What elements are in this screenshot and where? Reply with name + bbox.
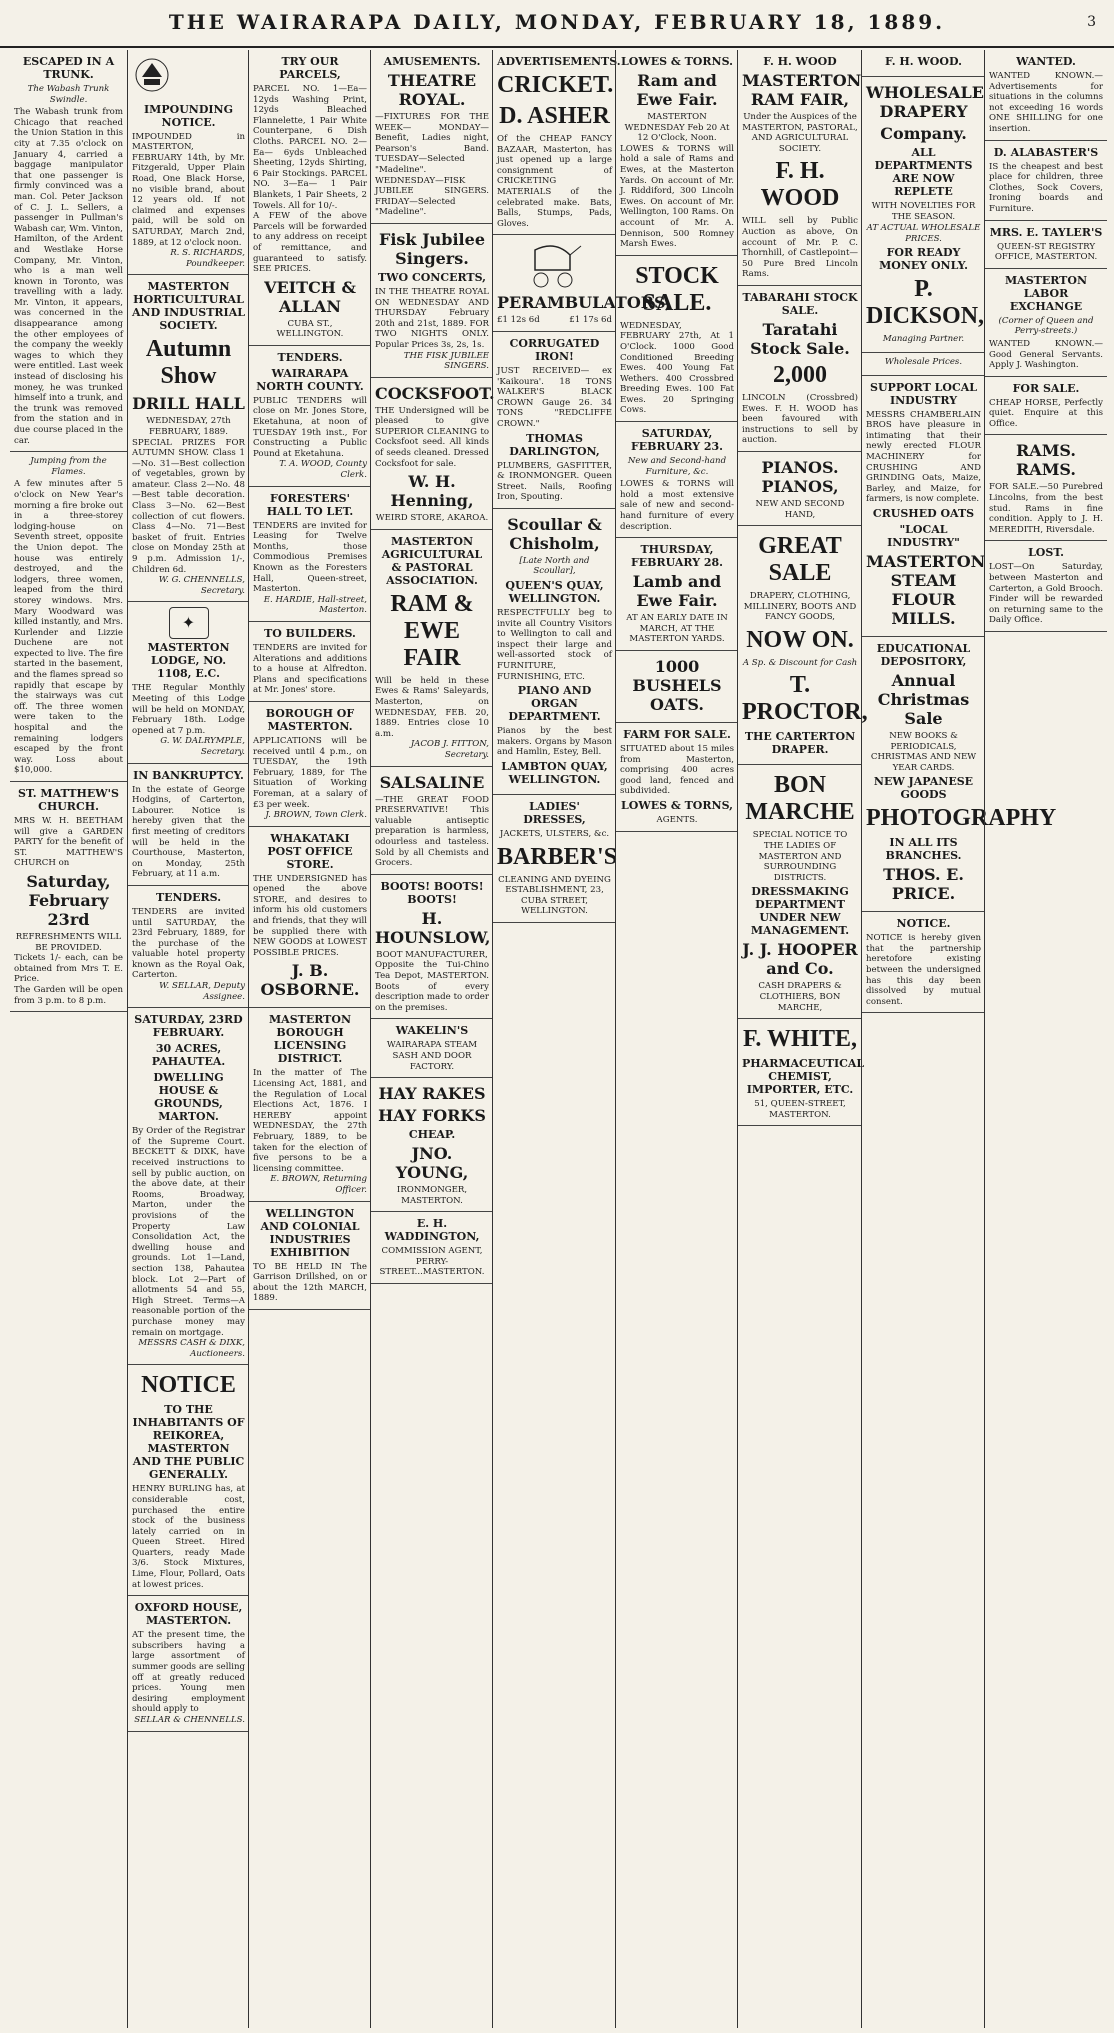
ad-body: LINCOLN (Crossbred) Ewes. F. H. WOOD has been favoured with instructions to sell by auction. xyxy=(742,392,858,446)
column-9 xyxy=(984,50,1107,2028)
ad-subhead: Under the Auspices of the MASTERTON, PASTORAL, AND AGRICULTURAL SOCIETY. xyxy=(742,112,858,154)
ad-firm: W. H. Henning, xyxy=(390,472,474,511)
ad-body: WEDNESDAY, FEBRUARY 27th, At 1 O'Clock. 1000 Good Conditioned Breeding Ewes. 400 Young Fat Wethers. 400 Crossbred Breeding Ewes. 100 Fat Ewes. 20 Springing Cows. xyxy=(620,320,734,416)
ad-venue: DRILL HALL xyxy=(132,394,245,414)
tender-body: TENDERS are invited for Alterations and additions to a house at Alfredton. Plans and specifications at Mr. Jones' store. xyxy=(253,642,367,696)
ad-title: New and Second-hand Furniture, &c. xyxy=(627,456,727,477)
notice-headline: MASTERTON BOROUGH LICENSING DISTRICT. xyxy=(269,1013,351,1066)
ad-title: 1000 BUSHELS OATS. xyxy=(632,657,722,714)
partnership-notice xyxy=(862,912,985,1013)
ad-title: HAY RAKES xyxy=(378,1084,486,1104)
ad-firm: VEITCH & ALLAN xyxy=(264,277,356,316)
ad-body: FOR SALE.—50 Purebred Lincolns, from the best stud. Rams in fine condition. Apply to J. H. MEREDITH, Riversdale. xyxy=(989,482,1103,535)
ad-headline: OXFORD HOUSE, MASTERTON. xyxy=(134,1601,243,1628)
ad-body: Of the CHEAP FANCY BAZAAR, Masterton, has just opened up a large consignment of CRICKETING MATERIALS of the celebrated make. Bats, Balls, Stumps, Pads, Gloves. xyxy=(497,134,612,229)
tenders-section xyxy=(249,346,371,487)
ad-signature: THE FISK JUBILEE SINGERS. xyxy=(403,350,489,372)
notice-headline: NOTICE xyxy=(141,1372,236,1399)
newspaper-title: THE WAIRARAPA DAILY, MONDAY, FEBRUARY 18, 1889. xyxy=(168,10,946,34)
ad-title: LADIES' DRESSES, xyxy=(523,800,586,826)
ad-date: Saturday, February 23rd xyxy=(26,871,111,929)
ad-subhead: AGENTS. xyxy=(656,814,698,825)
ad-title: Wholesale Prices. xyxy=(884,356,963,367)
section-headline: ADVERTISEMENTS. xyxy=(497,55,621,68)
perambulator-icon xyxy=(525,240,585,290)
notice-headline: IMPOUNDING NOTICE. xyxy=(144,102,233,129)
ad-tickets: Tickets 1/- each, can be obtained from Mrs T. E. Price. xyxy=(14,953,123,985)
notice-subhead: TO THE INHABITANTS OF REIKOREA, MASTERTON AND THE PUBLIC GENERALLY. xyxy=(132,1403,245,1482)
boots-ad xyxy=(371,875,493,1020)
exhibition-ad xyxy=(249,1202,371,1310)
ad-body: LOWES & TORNS will hold a most extensive sale of new and second-hand furniture of every description. xyxy=(620,479,734,532)
column-5 xyxy=(492,50,671,2028)
lowes-ram-fair xyxy=(616,50,738,256)
ad-body: LOWES & TORNS will hold a sale of Rams and Ewes, at the Masterton Yards. On account of Mr. J. Riddiford, 300 Lincoln Ewes. On account of Mr. Wellington, 100 Rams. On account of Mr. A. Dennison, 500 Romney Marsh Ewes. xyxy=(620,143,734,250)
ad-subhead: QUEEN-ST REGISTRY OFFICE, MASTERTON. xyxy=(994,241,1098,263)
sale-body: By Order of the Registrar of the Supreme Court. BECKETT & DIXK, have received instructions to sell by public auction, on the above date, at their Rooms, Broadway, Marton, under the provisions of the Property Law Consolidation Act, the dwelling house and grounds. Lot 1—Land, section 138, Pahautea block. Lot 2—Part of allotments 54 and 55, High Street. Terms—A reasonable portion of the purchase money may remain on mortgage. xyxy=(132,1126,245,1338)
article-body: A few minutes after 5 o'clock on New Year's morning a fire broke out in a three-storey lodging-house on Seventh street, opposite the Union depot. The house was entirely destroyed, and the lodgers, three women, leaped from the third storey windows. Mrs. Mary Woodward was killed instantly, and Mrs. Kurlender and Lizzie Duchene are not expected to live. The fire started in the basement, and the flames spread so rapidly that escape by the stairways was cut off. The three women were taken to the hospital and the remaining lodgers escaped by the front way. Loss about $10,000. xyxy=(14,479,123,776)
ad-subhead: NEW JAPANESE GOODS xyxy=(873,775,974,802)
lost-ad xyxy=(985,541,1107,632)
fisk-singers-ad xyxy=(371,224,493,378)
ad-body: WILL sell by Public Auction as above, On account of Mr. P. C. Thornhill, of Castlepoint—50 Pure Bred Lincoln Rams. xyxy=(742,216,858,280)
ad-subhead: THE CARTERTON DRAPER. xyxy=(744,730,856,757)
salsaline-ad xyxy=(371,767,493,875)
ad-title: BON MARCHE xyxy=(745,772,855,826)
ad-firm: F. H. WOOD xyxy=(760,158,840,212)
notice-body: HENRY BURLING has, at considerable cost, purchased the entire stock of the business lately carried on in Queen Street. Hired Quarters, ready Made 3/6. Stock Mixtures, Lime, Flour, Pollard, Oats at lowest prices. xyxy=(132,1484,245,1590)
wanted-body: WANTED KNOWN.—Advertisements for situations in the columns not exceeding 16 words ONE SHILLING for one insertion. xyxy=(989,71,1103,134)
section-headline: TENDERS. xyxy=(277,350,343,364)
ad-title: PERAMBULATORS, xyxy=(497,293,671,313)
article-subhead: The Wabash Trunk Swindle. xyxy=(27,84,110,105)
sale-date: THURSDAY, FEBRUARY 28. xyxy=(630,543,724,570)
ad-note: AT ACTUAL WHOLESALE PRICES. xyxy=(866,223,981,244)
ad-title: FOR SALE. xyxy=(1012,381,1080,395)
alabaster-ad xyxy=(985,141,1107,221)
ad-title: GREAT SALE xyxy=(758,533,842,587)
ad-subhead: PHARMACEUTICAL CHEMIST, IMPORTER, ETC. xyxy=(742,1057,865,1097)
column-6 xyxy=(615,50,738,2028)
ad-body: CHEAP HORSE, Perfectly quiet. Enquire at this Office. xyxy=(989,397,1103,429)
article-headline: Jumping from the Flames. xyxy=(30,456,107,477)
ad-title: CORRUGATED IRON! xyxy=(509,336,600,363)
ad-signature: E. HARDIE, Hall-street, Masterton. xyxy=(263,594,367,616)
white-chemist-ad xyxy=(738,1019,865,1126)
ad-subhead: JACKETS, ULSTERS, &c. xyxy=(499,829,610,839)
ad-count: 2,000 xyxy=(773,361,827,388)
trunk-article xyxy=(10,50,127,452)
ad-headline: TABARAHI STOCK SALE. xyxy=(742,290,858,317)
ad-body: LOST—On Saturday, between Masterton and Carterton, a Gold Brooch. Finder will be rewarded on returning same to the Daily Office. xyxy=(989,562,1103,626)
column-2 xyxy=(127,50,249,2028)
tender-signature: W. SELLAR, Deputy Assignee. xyxy=(159,981,245,1002)
ad-body: JUST RECEIVED— ex 'Kaikoura'. 18 TONS WALKER'S BLACK CROWN Gauge 26. 34 TONS "REDCLIFFE CROWN." xyxy=(497,365,612,429)
barber-ad xyxy=(493,795,616,923)
ad-subhead: CRUSHED OATS xyxy=(872,506,975,520)
ad-firm: J. J. HOOPER and Co. xyxy=(742,940,858,979)
ad-date: WEDNESDAY, 27th FEBRUARY, 1889. xyxy=(146,416,231,437)
ad-title: Fisk Jubilee Singers. xyxy=(378,229,485,268)
tender-headline: TO BUILDERS. xyxy=(264,626,356,640)
ad-subhead: [Late North and Scoullar], xyxy=(519,555,590,577)
wholesale-prices-ad xyxy=(862,353,985,376)
ad-body: WANTED KNOWN.—Good General Servants. Apply J. Washington. xyxy=(989,338,1103,371)
taratahi-sale xyxy=(738,286,862,452)
ad-headline: BOOTS! BOOTS! BOOTS! xyxy=(380,879,484,906)
price-high: £1 17s 6d xyxy=(569,315,612,326)
ad-body: NEW BOOKS & PERIODICALS, CHRISTMAS AND NEW YEAR CARDS. xyxy=(870,730,977,773)
ad-firm: BARBER'S xyxy=(497,843,618,870)
sale-headline: DWELLING HOUSE & GROUNDS, MARTON. xyxy=(153,1071,224,1124)
hotel-tender xyxy=(128,886,249,1008)
ad-firm: P. DICKSON, xyxy=(866,276,985,330)
licensing-notice xyxy=(249,1008,371,1201)
ad-signature: W. G. CHENNELLS, Secretary. xyxy=(158,575,245,596)
ad-address: PERRY-STREET...MASTERTON. xyxy=(379,1256,485,1278)
wood-header xyxy=(862,50,985,77)
ad-title: WHOLESALE DRAPERY xyxy=(866,83,984,121)
ad-subhead: BOOT MANUFACTURER, xyxy=(376,949,488,960)
hay-rakes-ad xyxy=(371,1078,493,1212)
for-sale-ad xyxy=(985,377,1107,436)
ad-body: PARCEL NO. 1—Ea— 12yds Washing Print, 12yds Bleached Flannelette, 1 Pair White Counterpane, 6 Dish Cloths. PARCEL NO. 2—Ea— 6yds Unbleached Sheeting, 12yds Shirting, 6 Pair Stockings. PARCEL NO. 3—Ea— 1 Pair Blankets, 1 Pair Sheets, 2 Towels. All for 10/-. xyxy=(253,84,367,211)
columns xyxy=(10,50,1106,2028)
ad-title: Annual Christmas Sale xyxy=(877,670,970,728)
section-headline: AMUSEMENTS. xyxy=(383,55,481,68)
ad-body: TENDERS are invited for Leasing for Twelve Months, those Commodious Premises Known as the Foresters Hall, Queen-street, Masterton. xyxy=(253,520,367,595)
notice-headline: IN BANKRUPTCY. xyxy=(133,768,244,782)
ram-fair-ad xyxy=(371,530,493,767)
ad-body: MESSRS CHAMBERLAIN BROS have pleasure in intimating that their newly erected FLOUR MACHINERY for CRUSHING AND GRINDING Oats, Maize, Barley, and Maize, for farmers, is now complete. xyxy=(866,409,981,505)
ad-body: SPECIAL NOTICE TO THE LADIES OF MASTERTON AND SURROUNDING DISTRICTS. xyxy=(752,830,848,883)
ad-body: IS the cheapest and best place for children, three Clothes, Sock Covers, Ironing boards and Furniture. xyxy=(989,161,1103,214)
wholesale-drapery-ad xyxy=(862,77,985,353)
ad-title-2: HAY FORKS xyxy=(378,1106,486,1126)
ad-firm: JNO. YOUNG, xyxy=(395,1144,469,1183)
ad-title: Autumn Show xyxy=(145,336,232,390)
ad-subhead: CASH DRAPERS & CLOTHIERS, BON MARCHE, xyxy=(758,981,842,1013)
ad-firm: F. WHITE, xyxy=(742,1026,858,1053)
ad-title: LOST. xyxy=(1028,546,1064,560)
ad-subhead: NEW AND SECOND HAND, xyxy=(755,498,845,520)
parcels-ad xyxy=(249,50,371,346)
section-headline: LOWES & TORNS. xyxy=(621,55,733,68)
scoullar-ad xyxy=(493,509,616,795)
ad-firm: MRS. E. TAYLER'S xyxy=(989,225,1103,239)
notice-body: In the matter of The Licensing Act, 1881, and the Regulation of Local Elections Act, 1876. I HEREBY appoint WEDNESDAY, the 27th February, 1889, to be taken for the election of five persons to be a licensing committee. xyxy=(253,1068,367,1174)
foresters-hall-ad xyxy=(249,487,371,622)
wakelin-ad xyxy=(371,1019,493,1078)
lowes-lamb-fair xyxy=(616,538,738,651)
price-depository-ad xyxy=(862,637,1057,912)
ad-body: SPECIAL PRIZES FOR AUTUMN SHOW. Class 1—No. 31—Best collection of vegetables, grown by amateur. Class 2—No. 48—Best table decoration. Class 3—No. 62—Best collection of cut flowers. Class 4—No. 71—Best basket of fruit. Entries close on Monday 25th at 9 p.m. Admission 1/-, Children 6d. xyxy=(132,437,245,575)
ad-title: RAM & EWE FAIR xyxy=(390,590,474,671)
tender-body: PUBLIC TENDERS will close on Mr. Jones Store, Eketahuna, at noon of TUESDAY 19th inst., For Constructing a Public Pound at Eketahuna. xyxy=(253,395,367,459)
whakataki-store-ad xyxy=(249,827,371,1009)
wood-ram-fair xyxy=(738,50,862,286)
ad-note: A FEW of the above Parcels will be forwarded to any address on receipt of remittance, and guaranteed to satisfy. SEE PRICES. xyxy=(253,211,367,275)
lowes-furniture-sale xyxy=(616,422,738,538)
ad-title: Lamb and Ewe Fair. xyxy=(632,572,722,611)
ad-body: IN THE THEATRE ROYAL ON WEDNESDAY AND THURSDAY February 20th and 21st, 1889. FOR TWO NIGHTS ONLY. Popular Prices 3s, 2s, 1s. xyxy=(375,286,489,350)
ad-terms: FOR READY MONEY ONLY. xyxy=(879,246,968,273)
ad-body: AT the present time, the subscribers having a large assortment of summer goods are selling off at greatly reduced prices. Young men desiring employment should apply to xyxy=(132,1630,245,1715)
ad-body: THE Undersigned will be pleased to give SUPERIOR CLEANING to Cocksfoot seed. All kinds of seeds cleaned. Dressed Cocksfoot for sale. xyxy=(375,405,489,469)
ad-body: THE UNDERSIGNED has opened the above STORE, and desires to inform his old customers and friends, that they will be supplied there with NEW GOODS at LOWEST POSSIBLE PRICES. xyxy=(253,873,367,958)
labour-exchange-ad xyxy=(985,269,1107,377)
ad-body-2: Pianos by the best makers. Organs by Mason and Hamlin, Estey, Bell. xyxy=(497,726,612,758)
notice-body: APPLICATIONS will be received until 4 p.m., on TUESDAY, the 19th February, 1889, for The Situation of Working Foreman, at a salary of £3 per week. xyxy=(253,735,367,810)
column-4 xyxy=(370,50,493,2028)
impounding-notice xyxy=(128,50,249,275)
ad-note: A Sp. & Discount for Cash xyxy=(742,657,858,668)
wanted-section xyxy=(985,50,1107,141)
ad-headline: MASTERTON AGRICULTURAL & PASTORAL ASSOCIATION. xyxy=(381,534,483,587)
ad-subsection: PIANO AND ORGAN DEPARTMENT. xyxy=(508,684,601,724)
perambulator-ad xyxy=(493,235,671,332)
ad-title: PIANOS. PIANOS, xyxy=(761,457,839,496)
ad-status: NOW ON. xyxy=(746,626,854,653)
ad-headline: MASTERTON HORTICULTURAL AND INDUSTRIAL SOCIETY. xyxy=(132,280,245,333)
ad-title: RAMS. RAMS. xyxy=(1016,441,1076,480)
church-ad xyxy=(10,782,127,1012)
burling-notice xyxy=(128,1365,249,1596)
ad-signature: SELLAR & CHENNELLS. xyxy=(134,1715,245,1725)
ad-title: THEATRE ROYAL. xyxy=(387,71,477,109)
masonic-emblem-icon: ✦ xyxy=(169,607,209,639)
ad-firm: THOS. E. PRICE. xyxy=(883,865,964,904)
tender-signature: T. A. WOOD, County Clerk. xyxy=(279,459,367,481)
ad-title: SUPPORT LOCAL INDUSTRY xyxy=(870,380,977,407)
ad-firm: E. H. WADDINGTON, xyxy=(384,1217,480,1244)
notice-body: In the estate of George Hodgins, of Carterton, Labourer. Notice is hereby given that the first meeting of creditors will be held in the Courthouse, Masterton, on Monday, 25th February, at 11 a.m. xyxy=(132,784,245,880)
ad-body: MRS W. H. BEETHAM will give a GARDEN PARTY for the benefit of ST. MATTHEW'S CHURCH on xyxy=(14,816,123,869)
ad-title: Taratahi Stock Sale. xyxy=(750,319,850,358)
borough-notice xyxy=(249,702,371,827)
ad-subsection: DRESSMAKING DEPARTMENT UNDER NEW MANAGEMENT. xyxy=(750,885,850,938)
ad-address: QUEEN'S QUAY, WELLINGTON. xyxy=(505,579,604,606)
notice-signature: E. BROWN, Returning Officer. xyxy=(270,1174,367,1195)
ad-title: FARM FOR SALE. xyxy=(623,728,731,741)
ad-firm: J. B. OSBORNE. xyxy=(260,961,360,1000)
ad-location: LAMBTON QUAY, WELLINGTON. xyxy=(501,760,608,786)
registry-ad xyxy=(985,221,1107,269)
ad-title: MASTERTON LABOR EXCHANGE xyxy=(1005,273,1087,313)
ad-body: DRAPERY, CLOTHING, MILLINERY, BOOTS AND FANCY GOODS, xyxy=(743,591,857,623)
notice-signature: R. S. RICHARDS, Poundkeeper. xyxy=(170,248,245,269)
ad-body: —THE GREAT FOOD PRESERVATIVE! This valuable antiseptic preparation is harmless, odourless and tasteless. Sold by all Chemists and Grocers. xyxy=(375,794,489,869)
notice-headline: BOROUGH OF MASTERTON. xyxy=(265,706,355,733)
ad-note: "LOCAL INDUSTRY" xyxy=(887,522,960,549)
ad-body: AT AN EARLY DATE IN MARCH, AT THE MASTERTON YARDS. xyxy=(626,613,728,645)
ad-headline: WHAKATAKI POST OFFICE STORE. xyxy=(267,831,353,871)
ad-body: —FIXTURES FOR THE WEEK— MONDAY—Benefit, Ladies night, Pearson's Band. TUESDAY—Selected "Madeline". WEDNESDAY—FISK JUBILEE SINGERS. FRIDAY—Selected "Madeline". xyxy=(375,112,489,218)
notice-headline: MASTERTON LODGE, NO. 1108, E.C. xyxy=(147,641,230,681)
notice-body: IMPOUNDED in MASTERTON, FEBRUARY 14th, by Mr. Fitzgerald, Upper Plain Road, One Black Horse, no visible brand, about 12 years old. If not claimed and expenses paid, will be sold on SATURDAY, March 2nd, 1889, at 12 o'clock noon. xyxy=(132,131,245,248)
ad-firm: D. ASHER xyxy=(499,103,610,129)
lowes-stock-sale xyxy=(616,256,738,422)
ad-title: STOCK SALE. xyxy=(635,262,719,316)
cricket-ad xyxy=(493,50,621,235)
ad-hours: The Garden will be open from 3 p.m. to 8 p.m. xyxy=(14,984,123,1006)
section-headline: WANTED. xyxy=(1016,55,1076,68)
rams-ad xyxy=(985,435,1107,541)
tender-subhead: WAIRARAPA NORTH COUNTY. xyxy=(256,366,364,393)
local-industry-ad xyxy=(862,376,985,637)
pianos-ad xyxy=(738,452,862,526)
notice-signature: J. BROWN, Town Clerk. xyxy=(265,810,367,821)
ad-body: RESPECTFULLY beg to invite all Country Visitors to Wellington to call and inspect their large and well-assorted stock of FURNITURE, FURNISHING, ETC. xyxy=(497,608,612,682)
ad-address: WEIRD STORE, AKAROA. xyxy=(375,513,489,524)
section-headline: F. H. WOOD. xyxy=(885,55,962,68)
ad-firm: H. HOUNSLOW, xyxy=(375,908,491,947)
ad-title-2: PHOTOGRAPHY xyxy=(866,805,1057,832)
ad-body: Will be held in these Ewes & Rams' Saleyards, Masterton, on WEDNESDAY, FEB. 20, 1889. Entries close 10 a.m. xyxy=(375,675,489,739)
bankruptcy-notice xyxy=(128,764,249,886)
ad-title: SALSALINE xyxy=(379,772,485,792)
notice-body: NOTICE is hereby given that the partnership heretofore existing between the undersigned has this day been dissolved by mutual consent. xyxy=(866,933,981,1007)
sale-subhead: 30 ACRES, PAHAUTEA. xyxy=(151,1042,226,1069)
bon-marche-ad xyxy=(738,765,862,1019)
ad-firm: D. ALABASTER'S xyxy=(993,145,1099,159)
ad-firm: T. PROCTOR, xyxy=(742,672,868,726)
flames-article xyxy=(10,452,127,782)
builders-tender xyxy=(249,622,371,702)
sale-date: SATURDAY, 23RD FEBRUARY. xyxy=(134,1013,243,1040)
section-headline: F. H. WOOD xyxy=(763,55,837,68)
ad-subhead: TWO CONCERTS, xyxy=(378,270,486,284)
column-3 xyxy=(248,50,371,2028)
ad-subhead: IRONMONGER, xyxy=(396,1185,468,1196)
royal-crest-icon xyxy=(132,55,172,95)
tender-headline: TENDERS. xyxy=(155,890,222,904)
ad-headline: TRY OUR PARCELS, xyxy=(279,55,341,81)
great-sale-ad xyxy=(738,526,868,765)
ad-title: Ram and Ewe Fair. xyxy=(636,71,718,109)
ad-firm: LOWES & TORNS, xyxy=(621,798,733,812)
cocksfoot-ad xyxy=(371,378,493,530)
theatre-ad xyxy=(371,50,493,224)
lowes-oats xyxy=(616,651,738,723)
ad-title: MASTERTON RAM FAIR, xyxy=(742,71,862,109)
column-7 xyxy=(737,50,868,2028)
article-body: The Wabash trunk from Chicago that reached the Union Station in this city at 7.35 o'clock on January 4, carried a baggage manipulator that one passenger is firmly convinced was a man. Col. Peter Jackson of C. J. L. Sellers, a passenger in Pullman's Wabash car, Wm. Vinton, Hamilton, of the Ardent and Westlake Horse Company, Mr. Vinton, who is a man well known in Toronto, was travelling with a lady. Mr. Vinton, it appears, was concerned in the disappearance among the other employees of the company the weekly wages to which they were entitled. Last week instead of disclosing his money, he was trunked himself into a trunk, and the trunk was removed from the station and in due course placed in the car. xyxy=(14,107,123,446)
ad-signature: JACOB J. FITTON, Secretary. xyxy=(410,739,489,760)
ad-signature: Managing Partner. xyxy=(882,334,965,345)
ad-firm: MASTERTON STEAM FLOUR MILLS. xyxy=(866,551,986,628)
ad-address: CLEANING AND DYEING ESTABLISHMENT, 23, CUBA STREET, WELLINGTON. xyxy=(498,874,611,917)
ad-subhead: MASTERTON WEDNESDAY Feb 20 At 12 O'Clock, Noon. xyxy=(624,112,730,144)
lodge-notice xyxy=(128,602,249,763)
oxford-house-ad xyxy=(128,1596,249,1731)
article-headline: ESCAPED IN A TRUNK. xyxy=(22,55,115,81)
lowes-farm-sale xyxy=(616,723,738,832)
notice-signature: G. W. DALRYMPLE, Secretary. xyxy=(160,736,245,757)
ad-body-2: PLUMBERS, GASFITTER, & IRONMONGER. Queen Street. Nails, Roofing Iron, Spouting. xyxy=(497,460,612,503)
price-low: £1 12s 6d xyxy=(497,315,540,326)
ad-subhead: ALL DEPARTMENTS ARE NOW REPLETE xyxy=(874,146,973,198)
notice-headline: NOTICE. xyxy=(896,917,951,931)
ad-subhead: COMMISSION AGENT, xyxy=(381,1246,483,1257)
ad-firm: THOMAS DARLINGTON, xyxy=(509,431,600,458)
ad-headline: FORESTERS' HALL TO LET. xyxy=(266,491,354,518)
ad-firm: Scoullar & Chisholm, xyxy=(507,514,602,553)
ad-address: 51, QUEEN-STREET, MASTERTON. xyxy=(754,1099,846,1120)
ad-body: WAIRARAPA STEAM SASH AND DOOR FACTORY. xyxy=(386,1040,478,1072)
dwelling-sale xyxy=(128,1008,249,1365)
corrugated-iron-ad xyxy=(493,332,616,509)
ad-headline: WAKELIN'S xyxy=(395,1024,469,1038)
ad-headline: WELLINGTON AND COLONIAL INDUSTRIES EXHIBITION xyxy=(260,1206,360,1259)
masthead xyxy=(0,0,1114,48)
sale-date: SATURDAY, FEBRUARY 23. xyxy=(630,427,724,454)
ad-title: CRICKET. xyxy=(497,72,614,98)
column-1 xyxy=(10,50,127,2028)
waddington-ad xyxy=(371,1212,493,1284)
ad-body: WITH NOVELTIES FOR THE SEASON. xyxy=(871,201,976,222)
sale-signature: MESSRS CASH & DIXK, Auctioneers. xyxy=(138,1338,245,1359)
page-number: 3 xyxy=(1087,14,1096,30)
ad-subhead-2: IN ALL ITS BRANCHES. xyxy=(885,836,962,863)
notice-body: THE Regular Monthly Meeting of this Lodge will be held on MONDAY, February 18th. Lodge opened at 7 p.m. xyxy=(132,683,245,736)
price-row xyxy=(497,315,612,326)
ad-headline: EDUCATIONAL DEPOSITORY, xyxy=(876,641,971,668)
ad-subhead: (Corner of Queen and Perry-streets.) xyxy=(998,315,1094,337)
ad-body: Opposite the Tui-Chino Tea Depot, MASTERTON. Boots of every description made to order on the premises. xyxy=(375,960,489,1013)
ad-title: COCKSFOOT. xyxy=(375,383,495,403)
ad-headline: ST. MATTHEW'S CHURCH. xyxy=(18,787,119,813)
ad-body: TO BE HELD IN The Garrison Drillshed, on or about the 12th MARCH, 1889. xyxy=(253,1261,367,1304)
ad-note: REFRESHMENTS WILL BE PROVIDED. xyxy=(15,931,122,953)
ad-body: SITUATED about 15 miles from Masterton, comprising 400 acres good land, fenced and subdivided. xyxy=(620,744,734,797)
ad-note: CHEAP. xyxy=(408,1128,456,1142)
autumn-show-ad xyxy=(128,275,249,602)
ad-address: MASTERTON. xyxy=(401,1195,463,1206)
tender-body: TENDERS are invited until SATURDAY, the 23rd February, 1889, for the purchase of the valuable hotel property known as the Royal Oak, Carterton. xyxy=(132,906,245,981)
ad-title-2: Company. xyxy=(880,124,967,143)
ad-address: CUBA ST., WELLINGTON. xyxy=(276,318,344,340)
